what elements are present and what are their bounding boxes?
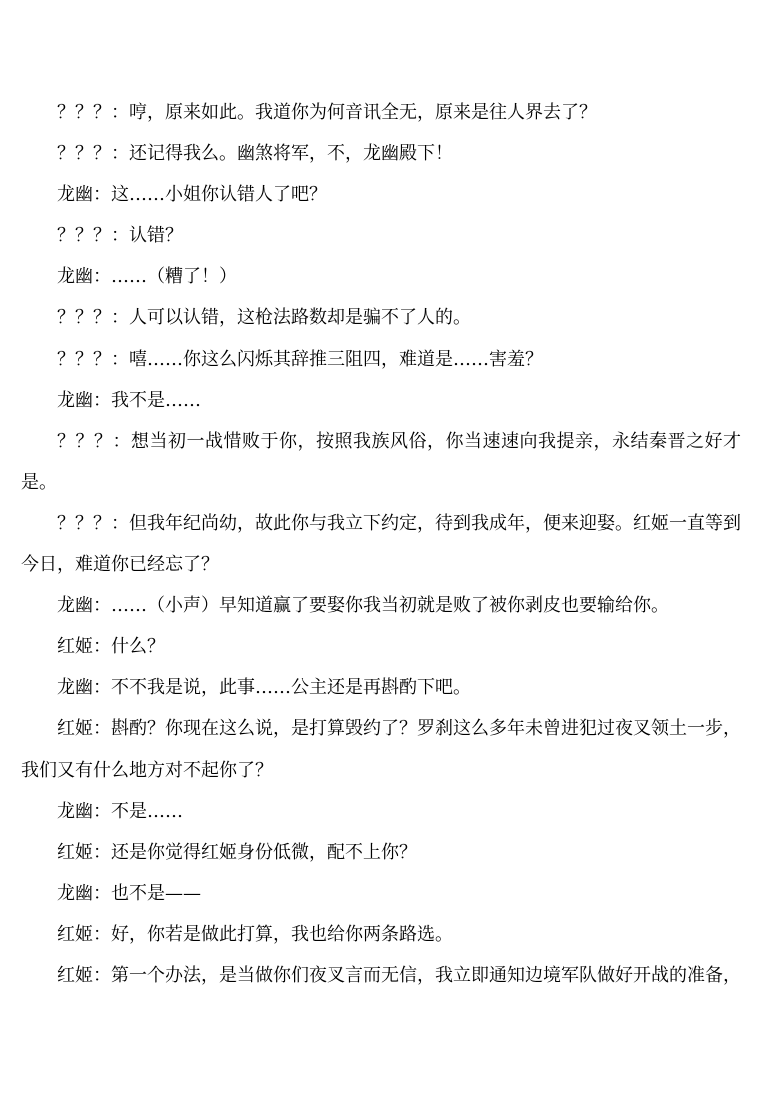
dialogue-line: 龙幽：不是……: [57, 800, 183, 822]
dialogue-line: 红姬：还是你觉得红姬身份低微，配不上你？: [57, 841, 417, 863]
dialogue-line: 龙幽：不不我是说，此事……公主还是再斟酌下吧。: [57, 677, 471, 699]
dialogue-line: 红姬：第一个办法，是当做你们夜叉言而无信，我立即通知边境军队做好开战的准备，: [57, 964, 741, 986]
dialogue-text: [21, 92, 741, 996]
dialogue-line-continuation: 今日，难道你已经忘了？: [21, 554, 219, 576]
dialogue-line: 龙幽：……（糟了！）: [57, 266, 237, 288]
dialogue-line: ？？？：嘻……你这么闪烁其辞推三阻四，难道是……害羞？: [57, 348, 543, 370]
dialogue-line-continuation: 是。: [21, 471, 57, 493]
dialogue-line: ？？？：想当初一战惜败于你，按照我族风俗，你当速速向我提亲，永结秦晋之好才: [57, 430, 741, 452]
dialogue-line: ？？？：但我年纪尚幼，故此你与我立下约定，待到我成年，便来迎娶。红姬一直等到: [57, 512, 741, 534]
dialogue-line: ？？？：还记得我么。幽煞将军，不，龙幽殿下！: [57, 143, 453, 165]
dialogue-line: 龙幽：也不是——: [57, 882, 201, 904]
dialogue-line: 龙幽：……（小声）早知道赢了要娶你我当初就是败了被你剥皮也要输给你。: [57, 595, 669, 617]
dialogue-line: ？？？：认错？: [57, 225, 183, 247]
dialogue-line-continuation: 我们又有什么地方对不起你了？: [21, 759, 273, 781]
dialogue-line: ？？？：哼，原来如此。我道你为何音讯全无，原来是往人界去了？: [57, 102, 597, 123]
dialogue-line: 龙幽：我不是……: [57, 389, 201, 411]
dialogue-line: ？？？：人可以认错，这枪法路数却是骗不了人的。: [57, 307, 471, 329]
dialogue-line: 红姬：什么？: [57, 636, 165, 658]
dialogue-line: 红姬：斟酌？你现在这么说，是打算毁约了？罗刹这么多年未曾进犯过夜叉领土一步，: [57, 718, 741, 740]
dialogue-line: 红姬：好，你若是做此打算，我也给你两条路选。: [57, 923, 453, 945]
dialogue-line: 龙幽：这……小姐你认错人了吧？: [57, 184, 327, 206]
